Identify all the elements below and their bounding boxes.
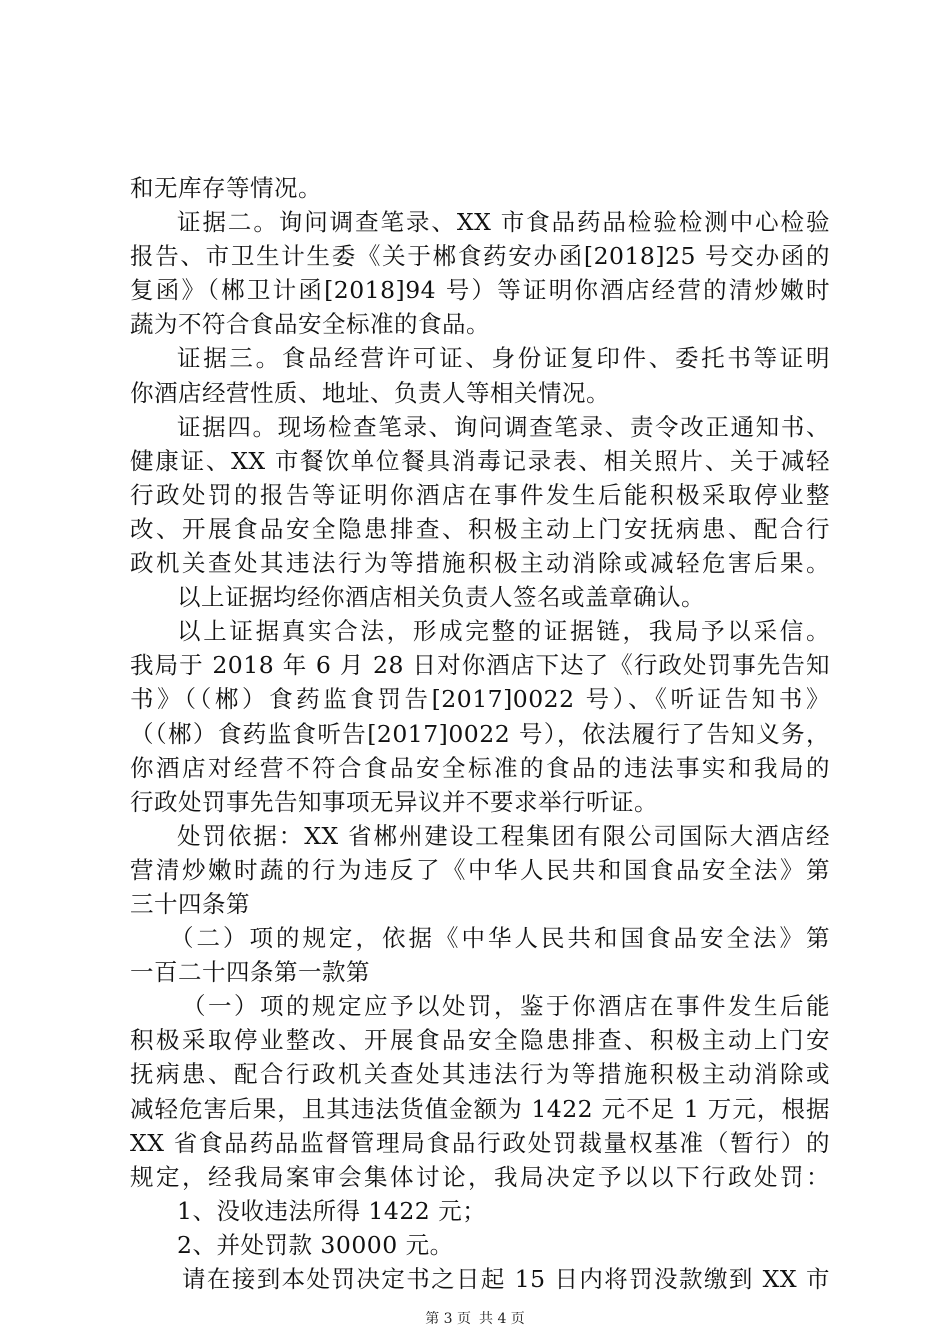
text-line: 以上证据真实合法，形成完整的证据链，我局予以采信。 (177, 617, 830, 646)
page-number: 第 3 页 (425, 1311, 471, 1327)
text-line: XX 省食品药品监督管理局食品行政处罚裁量权基准（暂行）的 (130, 1128, 830, 1157)
text-line: 一百二十四条第一款第 (130, 958, 370, 987)
text-line: 和无库存等情况。 (130, 174, 322, 202)
page-total: 共 4 页 (479, 1311, 525, 1327)
text-line: 积极采取停业整改、开展食品安全隐患排查、积极主动上门安 (130, 1026, 830, 1055)
text-line: 1、没收违法所得 1422 元； (177, 1196, 487, 1225)
text-line: 你酒店经营性质、地址、负责人等相关情况。 (130, 378, 610, 407)
text-line: 政机关查处其违法行为等措施积极主动消除或减轻危害后果。 (130, 549, 830, 578)
text-line: （一）项的规定应予以处罚，鉴于你酒店在事件发生后能 (182, 992, 830, 1021)
text-line: 证据四。现场检查笔录、询问调查笔录、责令改正通知书、 (177, 412, 830, 441)
text-line: 我局于 2018 年 6 月 28 日对你酒店下达了《行政处罚事先告知 (130, 651, 830, 680)
text-line: 复函》（郴卫计函[2018]94 号）等证明你酒店经营的清炒嫩时 (130, 276, 830, 305)
text-line: 行政处罚事先告知事项无异议并不要求举行听证。 (130, 787, 658, 816)
text-line: 以上证据均经你酒店相关负责人签名或盖章确认。 (177, 583, 705, 612)
text-line: 抚病患、配合行政机关查处其违法行为等措施积极主动消除或 (130, 1060, 830, 1089)
text-line: 证据三。食品经营许可证、身份证复印件、委托书等证明 (177, 344, 830, 373)
text-line: 请在接到本处罚决定书之日起 15 日内将罚没款缴到 XX 市 (182, 1265, 830, 1293)
text-line: 报告、市卫生计生委《关于郴食药安办函[2018]25 号交办函的 (130, 242, 830, 271)
text-line: （（郴）食药监食听告[2017]0022 号），依法履行了告知义务， (130, 719, 830, 748)
document-body (130, 171, 830, 1296)
text-line: 2、并处罚款 30000 元。 (177, 1230, 454, 1259)
text-line: 行政处罚的报告等证明你酒店在事件发生后能积极采取停业整 (130, 480, 830, 509)
text-line: 证据二。询问调查笔录、XX 市食品药品检验检测中心检验 (177, 208, 830, 237)
text-line: 规定，经我局案审会集体讨论，我局决定予以以下行政处罚： (130, 1162, 830, 1191)
text-line: 营清炒嫩时蔬的行为违反了《中华人民共和国食品安全法》第 (130, 855, 830, 884)
text-line: 改、开展食品安全隐患排查、积极主动上门安抚病患、配合行 (130, 514, 830, 543)
text-line: 减轻危害后果，且其违法货值金额为 1422 元不足 1 万元，根据 (130, 1094, 830, 1123)
text-line: 三十四条第 (130, 889, 250, 918)
text-line: 处罚依据：XX 省郴州建设工程集团有限公司国际大酒店经 (177, 821, 830, 850)
page-footer (0, 1310, 950, 1328)
text-line: 你酒店对经营不符合食品安全标准的食品的违法事实和我局的 (130, 753, 830, 782)
text-line: 健康证、XX 市餐饮单位餐具消毒记录表、相关照片、关于减轻 (130, 446, 830, 475)
text-line: （二）项的规定，依据《中华人民共和国食品安全法》第 (170, 924, 830, 953)
text-line: 书》（（郴）食药监食罚告[2017]0022 号）、《听证告知书》 (130, 685, 830, 714)
text-line: 蔬为不符合食品安全标准的食品。 (130, 310, 490, 339)
